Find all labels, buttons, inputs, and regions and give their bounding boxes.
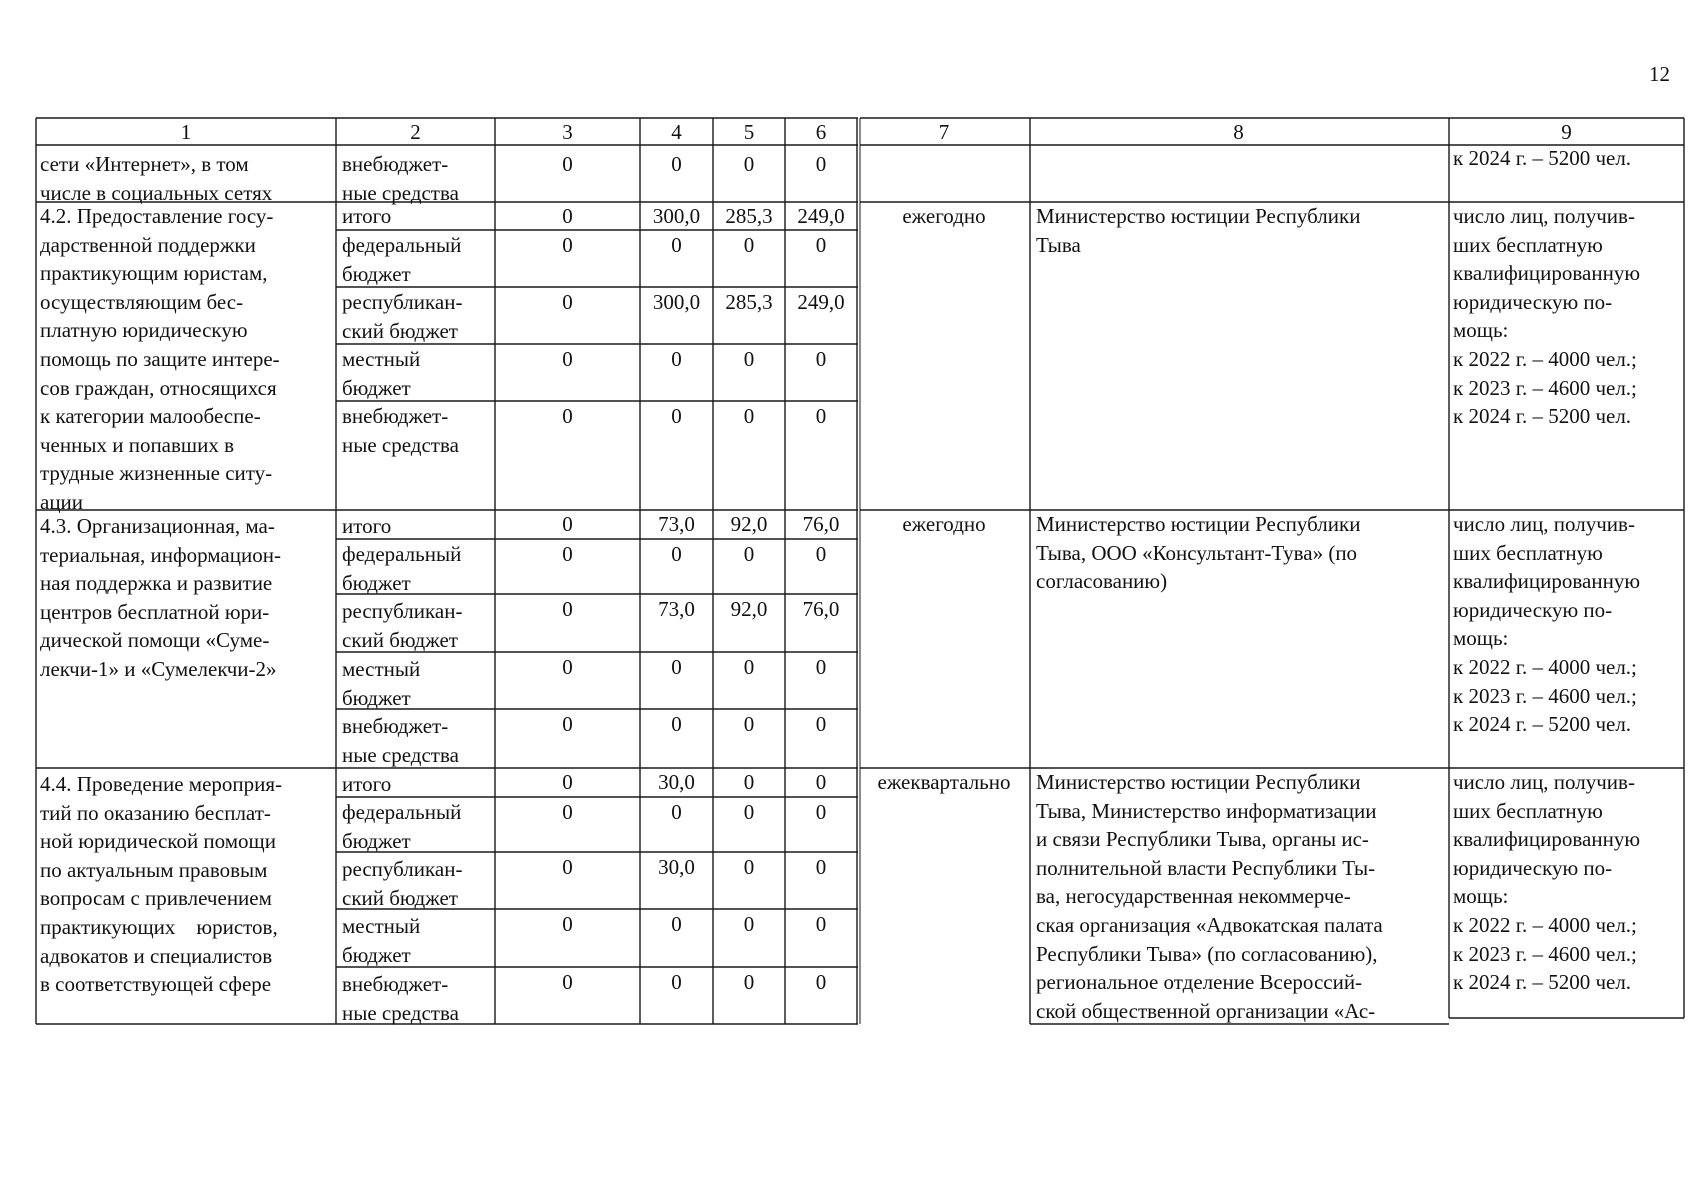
value-col-6: 249,0	[797, 290, 845, 314]
indicator-cell: число лиц, получив- ших бесплатную квалифицированную юридическую по- мощь: к 2022 г. – 4000 чел.; к 2023 г. – 4600 чел.; к 2024 г. – 5200 чел.	[1453, 204, 1641, 429]
value-col-3: 0	[562, 655, 573, 679]
executor-cell: Министерство юстиции Республики Тыва	[1036, 204, 1361, 257]
value-col-4: 300,0	[652, 290, 701, 314]
value-col-4: 73,0	[658, 597, 695, 621]
header-col-8: 8	[1233, 120, 1244, 144]
funding-source-cell: местный бюджет	[342, 347, 421, 400]
value-col-4: 0	[671, 712, 682, 736]
value-col-3: 0	[562, 512, 573, 536]
value-col-6: 0	[815, 855, 827, 879]
value-col-3: 0	[562, 770, 573, 794]
term-cell: ежеквартально	[877, 770, 1011, 794]
value-col-6: 76,0	[802, 512, 840, 536]
value-col-4: 30,0	[658, 855, 695, 879]
term-cell: ежегодно	[902, 204, 986, 228]
value-col-5: 0	[743, 770, 755, 794]
value-col-3: 0	[562, 970, 573, 994]
page-number: 12	[1649, 62, 1670, 86]
value-col-5: 92,0	[730, 597, 768, 621]
executor-cell: Министерство юстиции Республики Тыва, Министерство информатизации и связи Республики Тыва, органы ис- полнительной власти Республики Ты- ва, негосударственная некоммерче- ская организация «Адвокатская палата Республики Тыва» (по согласованию), региональное отделение Всероссий- ской общественной организации «Ас-	[1036, 770, 1383, 1023]
value-col-3: 0	[562, 347, 573, 371]
funding-source-cell: федеральный бюджет	[342, 233, 462, 286]
header-col-4: 4	[671, 120, 682, 144]
value-col-3: 0	[562, 912, 573, 936]
value-col-4: 0	[671, 404, 682, 428]
funding-source-cell: республикан- ский бюджет	[342, 599, 463, 652]
value-col-5: 0	[743, 712, 755, 736]
funding-source-cell: итого	[342, 772, 392, 796]
funding-source-cell: федеральный бюджет	[342, 542, 462, 595]
value-col-4: 0	[671, 152, 682, 176]
value-col-3: 0	[562, 204, 573, 228]
value-col-3: 0	[562, 404, 573, 428]
value-col-4: 300,0	[652, 204, 701, 228]
value-col-5: 0	[743, 347, 755, 371]
header-col-5: 5	[743, 120, 755, 144]
value-col-5: 0	[743, 800, 755, 824]
value-col-3: 0	[562, 597, 573, 621]
funding-source-cell: итого	[342, 514, 392, 538]
value-col-4: 0	[671, 233, 682, 257]
value-col-6: 0	[815, 542, 827, 566]
value-col-3: 0	[562, 855, 573, 879]
indicator-cell: к 2024 г. – 5200 чел.	[1453, 146, 1632, 170]
value-col-5: 285,3	[725, 290, 773, 314]
value-col-5: 285,3	[725, 204, 773, 228]
value-col-4: 73,0	[658, 512, 695, 536]
value-col-3: 0	[562, 233, 573, 257]
header-col-2: 2	[410, 120, 421, 144]
value-col-4: 30,0	[658, 770, 695, 794]
value-col-3: 0	[562, 712, 573, 736]
value-col-4: 0	[671, 655, 682, 679]
value-col-6: 0	[815, 770, 827, 794]
value-col-4: 0	[671, 542, 682, 566]
value-col-5: 0	[743, 152, 755, 176]
term-cell: ежегодно	[902, 512, 986, 536]
task-cell: 4.3. Организационная, ма- териальная, информацион- ная поддержка и развитие центров бесплатной юри- дической помощи «Суме- лекчи-1» и «Сумелекчи-2»	[40, 514, 281, 681]
value-col-6: 0	[815, 233, 827, 257]
funding-source-cell: республикан- ский бюджет	[342, 857, 463, 910]
value-col-5: 0	[743, 542, 755, 566]
value-col-6: 0	[815, 712, 827, 736]
value-col-5: 92,0	[730, 512, 768, 536]
value-col-6: 249,0	[797, 204, 845, 228]
funding-source-cell: внебюджет- ные средства	[342, 972, 459, 1025]
header-col-1: 1	[180, 120, 192, 144]
funding-source-cell: итого	[342, 204, 392, 228]
value-col-5: 0	[743, 655, 755, 679]
value-col-4: 0	[671, 912, 682, 936]
task-cell: 4.4. Проведение мероприя- тий по оказанию бесплат- ной юридической помощи по актуальным правовым вопросам с привлечением практикующих юристов, адвокатов и специалистов в соответствующей сфере	[40, 772, 283, 997]
header-col-9: 9	[1561, 120, 1572, 144]
header-col-3: 3	[562, 120, 573, 144]
funding-source-cell: местный бюджет	[342, 657, 421, 710]
value-col-4: 0	[671, 347, 682, 371]
value-col-5: 0	[743, 855, 755, 879]
value-col-4: 0	[671, 800, 682, 824]
value-col-5: 0	[743, 233, 755, 257]
funding-source-cell: внебюджет- ные средства	[342, 714, 459, 767]
indicator-cell: число лиц, получив- ших бесплатную квалифицированную юридическую по- мощь: к 2022 г. – 4000 чел.; к 2023 г. – 4600 чел.; к 2024 г. – 5200 чел.	[1453, 512, 1641, 737]
funding-source-cell: местный бюджет	[342, 914, 421, 967]
header-col-6: 6	[815, 120, 827, 144]
value-col-3: 0	[562, 290, 573, 314]
funding-source-cell: внебюджет- ные средства	[342, 404, 459, 457]
value-col-4: 0	[671, 970, 682, 994]
task-cell: сети «Интернет», в том числе в социальных сетях	[40, 152, 273, 205]
value-col-5: 0	[743, 970, 755, 994]
value-col-6: 0	[815, 347, 827, 371]
funding-source-cell: федеральный бюджет	[342, 800, 462, 853]
indicator-cell: число лиц, получив- ших бесплатную квалифицированную юридическую по- мощь: к 2022 г. – 4000 чел.; к 2023 г. – 4600 чел.; к 2024 г. – 5200 чел.	[1453, 770, 1641, 995]
value-col-6: 76,0	[802, 597, 840, 621]
value-col-6: 0	[815, 800, 827, 824]
value-col-5: 0	[743, 404, 755, 428]
funding-source-cell: республикан- ский бюджет	[342, 290, 463, 343]
task-cell: 4.2. Предоставление госу- дарственной поддержки практикующим юристам, осуществляющим бес- платную юридическую помощь по защите интере- сов граждан, относящихся к категории малообеспе- ченных и попавших в трудные жизненные ситу- ации	[40, 204, 280, 514]
value-col-6: 0	[815, 404, 827, 428]
value-col-6: 0	[815, 655, 827, 679]
header-col-7: 7	[938, 120, 950, 144]
value-col-3: 0	[562, 542, 573, 566]
value-col-3: 0	[562, 800, 573, 824]
value-col-6: 0	[815, 970, 827, 994]
funding-source-cell: внебюджет- ные средства	[342, 152, 459, 205]
executor-cell: Министерство юстиции Республики Тыва, ООО «Консультант-Тува» (по согласованию)	[1036, 512, 1361, 594]
value-col-3: 0	[562, 152, 573, 176]
value-col-5: 0	[743, 912, 755, 936]
value-col-6: 0	[815, 152, 827, 176]
value-col-6: 0	[815, 912, 827, 936]
